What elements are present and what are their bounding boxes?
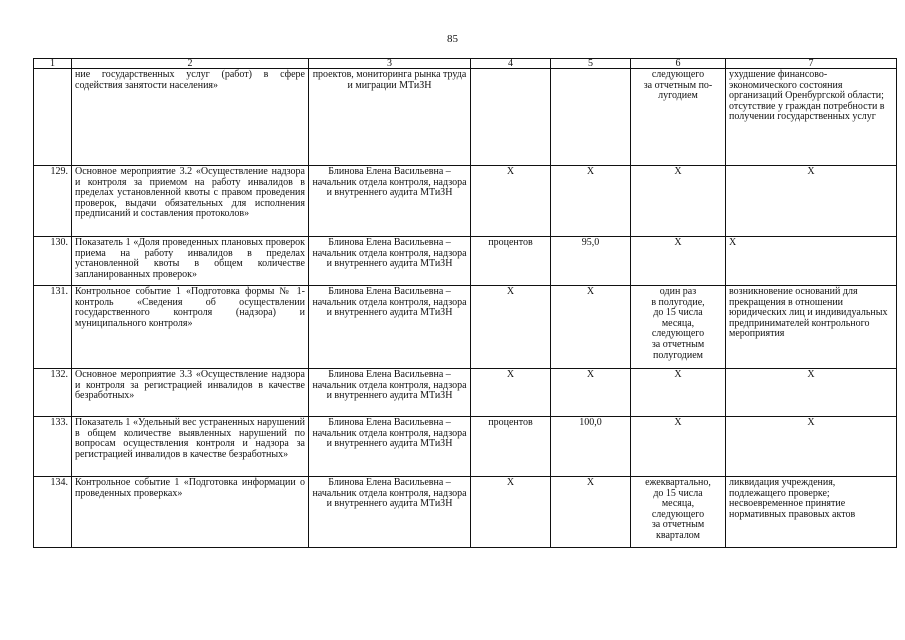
risks-cell: возникновение оснований для прекращения в отношении юридических лиц и индивидуальных предпринимателей контрольного мероприятия bbox=[726, 286, 897, 369]
value-cell: 95,0 bbox=[551, 237, 631, 286]
value-cell: X bbox=[551, 166, 631, 237]
responsible-person: Блинова Елена Васильевна – начальник отдела контроля, надзора и внутреннего аудита МТиЗН bbox=[309, 237, 471, 286]
deadline-cell: ежеквартально, до 15 числа месяца, следующего за отчетным кварталом bbox=[631, 477, 726, 548]
activity-name: Контрольное событие 1 «Подготовка формы № 1-контроль «Сведения об осуществлении государственного контроля (надзора) и муниципального контроля» bbox=[72, 286, 309, 369]
table-row bbox=[34, 237, 897, 286]
risks-cell: ликвидация учреждения, подлежащего проверке; несвоевременное принятие нормативных правовых актов bbox=[726, 477, 897, 548]
deadline-cell: X bbox=[631, 166, 726, 237]
deadline-cell: следующего за отчетным по- лугодием bbox=[631, 69, 726, 166]
activity-name: Основное мероприятие 3.3 «Осуществление надзора и контроля за регистрацией инвалидов в качестве безработных» bbox=[72, 369, 309, 417]
table-row bbox=[34, 166, 897, 237]
deadline-cell: X bbox=[631, 417, 726, 477]
document-table bbox=[33, 58, 897, 548]
deadline-cell: один раз в полугодие, до 15 числа месяца, следующего за отчетным полугодием bbox=[631, 286, 726, 369]
risks-cell: X bbox=[726, 369, 897, 417]
risks-cell: X bbox=[726, 166, 897, 237]
value-cell: 100,0 bbox=[551, 417, 631, 477]
responsible-person: Блинова Елена Васильевна – начальник отдела контроля, надзора и внутреннего аудита МТиЗН bbox=[309, 286, 471, 369]
unit-cell: X bbox=[471, 477, 551, 548]
deadline-cell: X bbox=[631, 237, 726, 286]
unit-cell: X bbox=[471, 286, 551, 369]
page-number: 85 bbox=[447, 33, 458, 45]
column-header: 7 bbox=[726, 59, 897, 69]
table-row bbox=[34, 69, 897, 166]
table-row bbox=[34, 369, 897, 417]
value-cell bbox=[551, 69, 631, 166]
column-header: 3 bbox=[309, 59, 471, 69]
risks-cell: X bbox=[726, 417, 897, 477]
column-header: 6 bbox=[631, 59, 726, 69]
risks-cell: ухудшение финансово- экономического состояния организаций Оренбургской области; отсутствие у граждан потребности в получении государственных услуг bbox=[726, 69, 897, 166]
unit-cell bbox=[471, 69, 551, 166]
column-header: 2 bbox=[72, 59, 309, 69]
deadline-cell: X bbox=[631, 369, 726, 417]
unit-cell: процентов bbox=[471, 417, 551, 477]
activity-name: ние государственных услуг (работ) в сфере содействия занятости населения» bbox=[72, 69, 309, 166]
value-cell: X bbox=[551, 286, 631, 369]
table-row bbox=[34, 477, 897, 548]
row-number: 134. bbox=[34, 477, 72, 548]
responsible-person: проектов, мониторинга рынка труда и миграции МТиЗН bbox=[309, 69, 471, 166]
activity-name: Основное мероприятие 3.2 «Осуществление надзора и контроля за приемом на работу инвалидов в пределах установленной квоты с правом проведения проверок, выдачи обязательных для исполнения предписаний и составления протоколов» bbox=[72, 166, 309, 237]
column-header: 1 bbox=[34, 59, 72, 69]
activity-name: Контрольное событие 1 «Подготовка информации о проведенных проверках» bbox=[72, 477, 309, 548]
risks-cell: X bbox=[726, 237, 897, 286]
unit-cell: X bbox=[471, 369, 551, 417]
column-header: 5 bbox=[551, 59, 631, 69]
row-number: 130. bbox=[34, 237, 72, 286]
value-cell: X bbox=[551, 477, 631, 548]
header-row bbox=[34, 59, 897, 69]
responsible-person: Блинова Елена Васильевна – начальник отдела контроля, надзора и внутреннего аудита МТиЗН bbox=[309, 417, 471, 477]
value-cell: X bbox=[551, 369, 631, 417]
table-row bbox=[34, 286, 897, 369]
row-number: 133. bbox=[34, 417, 72, 477]
responsible-person: Блинова Елена Васильевна – начальник отдела контроля, надзора и внутреннего аудита МТиЗН bbox=[309, 166, 471, 237]
activity-name: Показатель 1 «Удельный вес устраненных нарушений в общем количестве выявленных нарушений по вопросам осуществления контроля и надзора за регистрацией инвалидов в качестве безработных» bbox=[72, 417, 309, 477]
row-number: 132. bbox=[34, 369, 72, 417]
column-header: 4 bbox=[471, 59, 551, 69]
activity-name: Показатель 1 «Доля проведенных плановых проверок приема на работу инвалидов в пределах установленной квоты в общем количестве запланированных проверок» bbox=[72, 237, 309, 286]
row-number: 131. bbox=[34, 286, 72, 369]
row-number: 129. bbox=[34, 166, 72, 237]
row-number bbox=[34, 69, 72, 166]
responsible-person: Блинова Елена Васильевна – начальник отдела контроля, надзора и внутреннего аудита МТиЗН bbox=[309, 477, 471, 548]
unit-cell: процентов bbox=[471, 237, 551, 286]
responsible-person: Блинова Елена Васильевна – начальник отдела контроля, надзора и внутреннего аудита МТиЗН bbox=[309, 369, 471, 417]
unit-cell: X bbox=[471, 166, 551, 237]
table-row bbox=[34, 417, 897, 477]
